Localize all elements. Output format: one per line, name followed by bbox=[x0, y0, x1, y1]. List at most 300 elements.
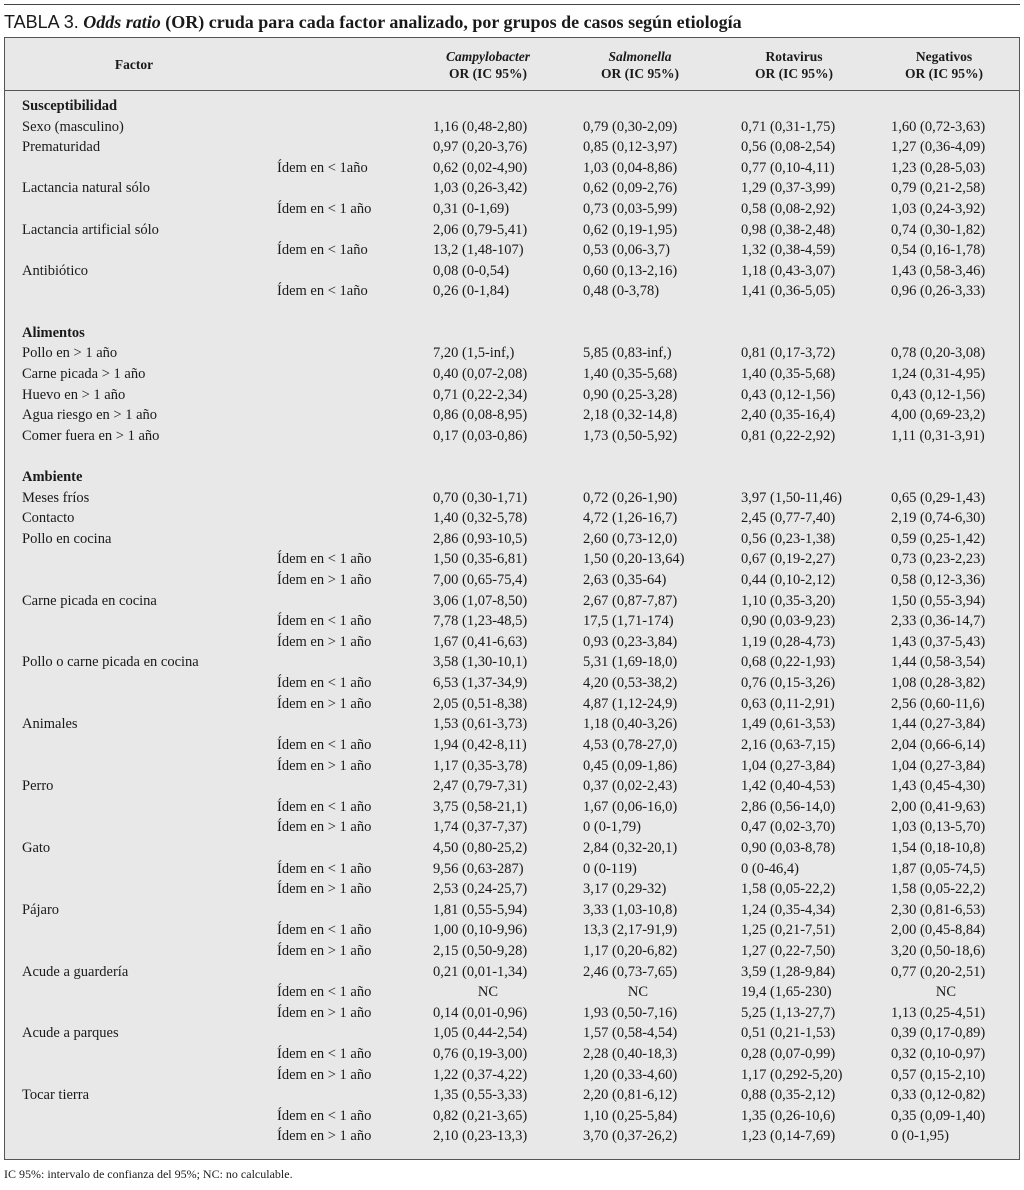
or-value-cell: 3,75 (0,58-21,1) bbox=[433, 798, 528, 815]
header-col-name: Salmonella bbox=[608, 49, 672, 64]
or-value-cell: 3,97 (1,50-11,46) bbox=[741, 489, 842, 506]
table-row bbox=[5, 591, 1019, 612]
table-row bbox=[5, 879, 1019, 900]
or-value-cell: 0,51 (0,21-1,53) bbox=[741, 1025, 836, 1042]
or-value-cell: 0,58 (0,08-2,92) bbox=[741, 201, 836, 218]
or-value-cell: 2,40 (0,35-16,4) bbox=[741, 407, 836, 424]
or-value-cell: 2,00 (0,45-8,84) bbox=[891, 922, 986, 939]
or-value-cell: 0,14 (0,01-0,96) bbox=[433, 1004, 528, 1021]
table-row bbox=[5, 117, 1019, 138]
or-value-cell: 0,76 (0,19-3,00) bbox=[433, 1046, 528, 1063]
factor-cell: Sexo (masculino) bbox=[22, 118, 124, 135]
or-value-cell: 0 (0-1,95) bbox=[891, 1128, 949, 1145]
or-value-cell: 0,72 (0,26-1,90) bbox=[583, 489, 678, 506]
or-value-cell: 1,03 (0,26-3,42) bbox=[433, 180, 528, 197]
or-value-cell: 1,00 (0,10-9,96) bbox=[433, 922, 528, 939]
or-value-cell: 0,71 (0,22-2,34) bbox=[433, 386, 528, 403]
section-heading: Susceptibilidad bbox=[22, 98, 118, 114]
or-value-cell: 1,43 (0,58-3,46) bbox=[891, 262, 986, 279]
table-row bbox=[5, 776, 1019, 797]
or-value-cell: 2,63 (0,35-64) bbox=[583, 572, 667, 589]
or-value-cell: 4,00 (0,69-23,2) bbox=[891, 407, 986, 424]
or-value-cell: 2,53 (0,24-25,7) bbox=[433, 881, 528, 898]
or-value-cell: 0,54 (0,16-1,78) bbox=[891, 242, 986, 259]
factor-cell: Agua riesgo en > 1 año bbox=[22, 407, 158, 424]
or-value-cell: 1,29 (0,37-3,99) bbox=[741, 180, 836, 197]
or-value-cell: 1,24 (0,35-4,34) bbox=[741, 901, 836, 918]
or-value-cell: 3,06 (1,07-8,50) bbox=[433, 592, 528, 609]
or-value-cell: 0,78 (0,20-3,08) bbox=[891, 345, 986, 362]
factor-cell: Contacto bbox=[22, 510, 75, 527]
or-value-cell: 0,62 (0,09-2,76) bbox=[583, 180, 678, 197]
section-heading-row bbox=[5, 323, 1019, 344]
or-value-cell: 0,59 (0,25-1,42) bbox=[891, 530, 986, 547]
or-value-cell: 1,50 (0,35-6,81) bbox=[433, 551, 528, 568]
or-value-cell: 9,56 (0,63-287) bbox=[433, 860, 524, 877]
table-row bbox=[5, 611, 1019, 632]
or-value-cell: 1,87 (0,05-74,5) bbox=[891, 860, 986, 877]
or-value-cell: 1,74 (0,37-7,37) bbox=[433, 819, 528, 836]
header-col-name: Rotavirus bbox=[765, 49, 823, 64]
header-factor: Factor bbox=[114, 57, 154, 72]
table-row bbox=[5, 920, 1019, 941]
header-col-sub: OR (IC 95%) bbox=[905, 66, 983, 81]
or-value-cell: 0,35 (0,09-1,40) bbox=[891, 1107, 986, 1124]
subfactor-cell: Ídem en > 1 año bbox=[277, 942, 372, 959]
or-value-cell: 3,20 (0,50-18,6) bbox=[891, 942, 986, 959]
subfactor-cell: Ídem en < 1año bbox=[277, 283, 368, 300]
table-row bbox=[5, 652, 1019, 673]
factor-cell: Comer fuera en > 1 año bbox=[22, 427, 160, 444]
or-value-cell: 1,17 (0,35-3,78) bbox=[433, 757, 528, 774]
section-heading: Ambiente bbox=[22, 468, 83, 485]
or-value-cell: 0,26 (0-1,84) bbox=[433, 283, 510, 300]
subfactor-cell: Ídem en < 1 año bbox=[277, 1107, 372, 1124]
or-value-cell: 1,73 (0,50-5,92) bbox=[583, 427, 678, 444]
table-row bbox=[5, 714, 1019, 735]
or-value-cell: 0 (0-46,4) bbox=[741, 860, 799, 877]
or-value-cell: 2,60 (0,73-12,0) bbox=[583, 530, 678, 547]
factor-cell: Pájaro bbox=[22, 901, 60, 918]
or-value-cell: 1,50 (0,20-13,64) bbox=[583, 551, 685, 568]
or-value-cell: 0,43 (0,12-1,56) bbox=[741, 386, 836, 403]
table-header bbox=[5, 38, 1019, 91]
or-value-cell: 0,21 (0,01-1,34) bbox=[433, 963, 528, 980]
header-col-name: Campylobacter bbox=[446, 49, 530, 64]
or-value-cell: 0,79 (0,21-2,58) bbox=[891, 180, 986, 197]
or-value-cell: 0,60 (0,13-2,16) bbox=[583, 262, 678, 279]
or-value-cell: 1,67 (0,06-16,0) bbox=[583, 798, 678, 815]
or-value-cell: 0,48 (0-3,78) bbox=[583, 283, 660, 300]
or-value-cell: 0,33 (0,12-0,82) bbox=[891, 1087, 986, 1104]
or-value-cell: 0,90 (0,25-3,28) bbox=[583, 386, 678, 403]
factor-cell: Perro bbox=[22, 778, 54, 795]
or-value-cell: 2,28 (0,40-18,3) bbox=[583, 1046, 678, 1063]
or-value-cell: 0,62 (0,19-1,95) bbox=[583, 221, 678, 238]
subfactor-cell: Ídem en > 1 año bbox=[277, 881, 372, 898]
table-title: (OR) cruda para cada factor analizado, por grupos de casos según etiología bbox=[160, 12, 742, 32]
section-heading-row bbox=[5, 467, 1019, 488]
or-value-cell: 1,81 (0,55-5,94) bbox=[433, 901, 528, 918]
table-row bbox=[5, 859, 1019, 880]
or-value-cell: 4,53 (0,78-27,0) bbox=[583, 736, 678, 753]
table-row bbox=[5, 735, 1019, 756]
or-value-cell: 0,56 (0,23-1,38) bbox=[741, 530, 836, 547]
or-value-cell: 0,44 (0,10-2,12) bbox=[741, 572, 836, 589]
subfactor-cell: Ídem en > 1 año bbox=[277, 695, 372, 712]
or-value-cell: 3,70 (0,37-26,2) bbox=[583, 1128, 678, 1145]
table-row bbox=[5, 982, 1019, 1003]
top-rule bbox=[4, 4, 1020, 5]
or-value-cell: 1,03 (0,24-3,92) bbox=[891, 201, 986, 218]
table-row bbox=[5, 1044, 1019, 1065]
or-value-cell: 2,33 (0,36-14,7) bbox=[891, 613, 986, 630]
table-row bbox=[5, 220, 1019, 241]
table-row bbox=[5, 426, 1019, 447]
or-value-cell: 0,71 (0,31-1,75) bbox=[741, 118, 836, 135]
factor-cell: Lactancia natural sólo bbox=[22, 180, 151, 197]
or-value-cell: 1,53 (0,61-3,73) bbox=[433, 716, 528, 733]
odds-ratio-table bbox=[4, 37, 1020, 1160]
or-value-cell: 5,85 (0,83-inf,) bbox=[583, 345, 672, 362]
or-value-cell: 0,76 (0,15-3,26) bbox=[741, 675, 836, 692]
section-heading: Alimentos bbox=[22, 324, 85, 341]
or-value-cell: 1,08 (0,28-3,82) bbox=[891, 675, 986, 692]
or-value-cell: 0,32 (0,10-0,97) bbox=[891, 1046, 986, 1063]
table-row bbox=[5, 261, 1019, 282]
or-value-cell: 1,43 (0,45-4,30) bbox=[891, 778, 986, 795]
subfactor-cell: Ídem en < 1 año bbox=[277, 675, 372, 692]
subfactor-cell: Ídem en < 1 año bbox=[277, 613, 372, 630]
or-value-cell: 3,17 (0,29-32) bbox=[583, 881, 667, 898]
subfactor-cell: Ídem en < 1 año bbox=[277, 860, 372, 877]
or-value-cell: 0,37 (0,02-2,43) bbox=[583, 778, 678, 795]
table-row bbox=[5, 900, 1019, 921]
or-value-cell: 0,74 (0,30-1,82) bbox=[891, 221, 986, 238]
table-row bbox=[5, 549, 1019, 570]
table-label: TABLA 3. bbox=[4, 12, 79, 32]
subfactor-cell: Ídem en < 1 año bbox=[277, 984, 372, 1001]
header-col-campylobacter bbox=[413, 48, 563, 82]
subfactor-cell: Ídem en > 1 año bbox=[277, 1004, 372, 1021]
or-value-cell: 0,90 (0,03-8,78) bbox=[741, 839, 836, 856]
or-value-cell: 0,73 (0,23-2,23) bbox=[891, 551, 986, 568]
header-col-sub: OR (IC 95%) bbox=[449, 66, 527, 81]
or-value-cell: 0,08 (0-0,54) bbox=[433, 262, 510, 279]
or-value-cell: NC bbox=[935, 984, 957, 1001]
factor-cell: Huevo en > 1 año bbox=[22, 386, 126, 403]
table-row bbox=[5, 529, 1019, 550]
or-value-cell: 1,23 (0,28-5,03) bbox=[891, 159, 986, 176]
or-value-cell: 1,41 (0,36-5,05) bbox=[741, 283, 836, 300]
or-value-cell: 0,79 (0,30-2,09) bbox=[583, 118, 678, 135]
subfactor-cell: Ídem en > 1 año bbox=[277, 1066, 372, 1083]
table-title-italic: Odds ratio bbox=[83, 12, 161, 32]
or-value-cell: 1,35 (0,26-10,6) bbox=[741, 1107, 836, 1124]
or-value-cell: 1,27 (0,22-7,50) bbox=[741, 942, 836, 959]
or-value-cell: 2,30 (0,81-6,53) bbox=[891, 901, 986, 918]
or-value-cell: 0,88 (0,35-2,12) bbox=[741, 1087, 836, 1104]
or-value-cell: 0,28 (0,07-0,99) bbox=[741, 1046, 836, 1063]
table-row bbox=[5, 1085, 1019, 1106]
table-footnote: IC 95%: intervalo de confianza del 95%; NC: no calculable. bbox=[4, 1167, 293, 1181]
table-row bbox=[5, 405, 1019, 426]
table-row bbox=[5, 694, 1019, 715]
factor-cell: Pollo o carne picada en cocina bbox=[22, 654, 199, 671]
or-value-cell: 2,16 (0,63-7,15) bbox=[741, 736, 836, 753]
header-col-name: Negativos bbox=[915, 49, 973, 64]
subfactor-cell: Ídem en < 1 año bbox=[277, 551, 372, 568]
table-row bbox=[5, 632, 1019, 653]
factor-cell: Prematuridad bbox=[22, 139, 101, 156]
or-value-cell: 1,40 (0,35-5,68) bbox=[583, 365, 678, 382]
or-value-cell: 0,82 (0,21-3,65) bbox=[433, 1107, 528, 1124]
or-value-cell: 1,43 (0,37-5,43) bbox=[891, 633, 986, 650]
or-value-cell: 0 (0-1,79) bbox=[583, 819, 641, 836]
or-value-cell: 7,20 (1,5-inf,) bbox=[433, 345, 515, 362]
or-value-cell: 2,06 (0,79-5,41) bbox=[433, 221, 528, 238]
or-value-cell: 1,57 (0,58-4,54) bbox=[583, 1025, 678, 1042]
or-value-cell: 0,96 (0,26-3,33) bbox=[891, 283, 986, 300]
table-row bbox=[5, 797, 1019, 818]
or-value-cell: 4,87 (1,12-24,9) bbox=[583, 695, 678, 712]
spacer-row bbox=[5, 302, 1019, 323]
factor-cell: Pollo en cocina bbox=[22, 530, 112, 547]
or-value-cell: 0,73 (0,03-5,99) bbox=[583, 201, 678, 218]
or-value-cell: NC bbox=[627, 984, 649, 1001]
or-value-cell: 1,03 (0,13-5,70) bbox=[891, 819, 986, 836]
or-value-cell: 1,58 (0,05-22,2) bbox=[741, 881, 836, 898]
or-value-cell: 0,47 (0,02-3,70) bbox=[741, 819, 836, 836]
or-value-cell: 2,19 (0,74-6,30) bbox=[891, 510, 986, 527]
factor-cell: Carne picada en cocina bbox=[22, 592, 157, 609]
or-value-cell: 0,62 (0,02-4,90) bbox=[433, 159, 528, 176]
subfactor-cell: Ídem en > 1 año bbox=[277, 757, 372, 774]
or-value-cell: 1,05 (0,44-2,54) bbox=[433, 1025, 528, 1042]
or-value-cell: 0,81 (0,22-2,92) bbox=[741, 427, 836, 444]
table-row bbox=[5, 962, 1019, 983]
or-value-cell: 7,78 (1,23-48,5) bbox=[433, 613, 528, 630]
or-value-cell: 1,93 (0,50-7,16) bbox=[583, 1004, 678, 1021]
or-value-cell: 3,58 (1,30-10,1) bbox=[433, 654, 528, 671]
or-value-cell: 1,50 (0,55-3,94) bbox=[891, 592, 986, 609]
table-body bbox=[5, 96, 1019, 1147]
or-value-cell: 4,20 (0,53-38,2) bbox=[583, 675, 678, 692]
or-value-cell: 1,35 (0,55-3,33) bbox=[433, 1087, 528, 1104]
or-value-cell: 0,63 (0,11-2,91) bbox=[741, 695, 835, 712]
subfactor-cell: Ídem en > 1 año bbox=[277, 819, 372, 836]
or-value-cell: 1,10 (0,25-5,84) bbox=[583, 1107, 678, 1124]
or-value-cell: 5,31 (1,69-18,0) bbox=[583, 654, 678, 671]
factor-cell: Acude a parques bbox=[22, 1025, 119, 1042]
or-value-cell: 4,50 (0,80-25,2) bbox=[433, 839, 528, 856]
table-row bbox=[5, 1023, 1019, 1044]
or-value-cell: 2,56 (0,60-11,6) bbox=[891, 695, 985, 712]
or-value-cell: 0,67 (0,19-2,27) bbox=[741, 551, 836, 568]
or-value-cell: 2,84 (0,32-20,1) bbox=[583, 839, 678, 856]
table-row bbox=[5, 756, 1019, 777]
or-value-cell: 2,00 (0,41-9,63) bbox=[891, 798, 986, 815]
or-value-cell: 0,85 (0,12-3,97) bbox=[583, 139, 678, 156]
or-value-cell: 17,5 (1,71-174) bbox=[583, 613, 674, 630]
factor-cell: Meses fríos bbox=[22, 489, 90, 506]
subfactor-cell: Ídem en < 1 año bbox=[277, 798, 372, 815]
or-value-cell: 0,93 (0,23-3,84) bbox=[583, 633, 678, 650]
or-value-cell: 1,54 (0,18-10,8) bbox=[891, 839, 986, 856]
or-value-cell: 3,59 (1,28-9,84) bbox=[741, 963, 836, 980]
or-value-cell: 1,40 (0,35-5,68) bbox=[741, 365, 836, 382]
or-value-cell: 1,40 (0,32-5,78) bbox=[433, 510, 528, 527]
or-value-cell: 1,23 (0,14-7,69) bbox=[741, 1128, 836, 1145]
table-row bbox=[5, 508, 1019, 529]
or-value-cell: 1,67 (0,41-6,63) bbox=[433, 633, 528, 650]
or-value-cell: 2,20 (0,81-6,12) bbox=[583, 1087, 678, 1104]
or-value-cell: 0,39 (0,17-0,89) bbox=[891, 1025, 986, 1042]
or-value-cell: 0,65 (0,29-1,43) bbox=[891, 489, 986, 506]
or-value-cell: 1,17 (0,292-5,20) bbox=[741, 1066, 843, 1083]
or-value-cell: 2,04 (0,66-6,14) bbox=[891, 736, 986, 753]
or-value-cell: 2,47 (0,79-7,31) bbox=[433, 778, 528, 795]
table-row bbox=[5, 817, 1019, 838]
table-row bbox=[5, 240, 1019, 261]
or-value-cell: 2,18 (0,32-14,8) bbox=[583, 407, 678, 424]
or-value-cell: 1,94 (0,42-8,11) bbox=[433, 736, 527, 753]
or-value-cell: 1,03 (0,04-8,86) bbox=[583, 159, 678, 176]
or-value-cell: 1,04 (0,27-3,84) bbox=[891, 757, 986, 774]
factor-cell: Animales bbox=[22, 716, 78, 733]
or-value-cell: 13,3 (2,17-91,9) bbox=[583, 922, 678, 939]
table-row bbox=[5, 1126, 1019, 1147]
or-value-cell: 0 (0-119) bbox=[583, 860, 637, 877]
or-value-cell: 0,40 (0,07-2,08) bbox=[433, 365, 528, 382]
or-value-cell: 0,31 (0-1,69) bbox=[433, 201, 510, 218]
or-value-cell: 0,57 (0,15-2,10) bbox=[891, 1066, 986, 1083]
subfactor-cell: Ídem en < 1año bbox=[277, 159, 368, 176]
or-value-cell: 0,97 (0,20-3,76) bbox=[433, 139, 528, 156]
section-heading-row bbox=[5, 96, 1019, 117]
table-row bbox=[5, 488, 1019, 509]
or-value-cell: 1,32 (0,38-4,59) bbox=[741, 242, 836, 259]
or-value-cell: 19,4 (1,65-230) bbox=[741, 984, 832, 1001]
header-col-rotavirus bbox=[719, 48, 869, 82]
or-value-cell: 1,49 (0,61-3,53) bbox=[741, 716, 836, 733]
or-value-cell: 1,16 (0,48-2,80) bbox=[433, 118, 528, 135]
or-value-cell: 0,53 (0,06-3,7) bbox=[583, 242, 670, 259]
table-row bbox=[5, 838, 1019, 859]
table-row bbox=[5, 199, 1019, 220]
or-value-cell: 7,00 (0,65-75,4) bbox=[433, 572, 528, 589]
or-value-cell: 1,42 (0,40-4,53) bbox=[741, 778, 836, 795]
factor-cell: Lactancia artificial sólo bbox=[22, 221, 159, 238]
spacer-row bbox=[5, 446, 1019, 467]
factor-cell: Gato bbox=[22, 839, 51, 856]
or-value-cell: 1,60 (0,72-3,63) bbox=[891, 118, 986, 135]
subfactor-cell: Ídem en < 1 año bbox=[277, 922, 372, 939]
or-value-cell: NC bbox=[477, 984, 499, 1001]
factor-cell: Antibiótico bbox=[22, 262, 89, 279]
table-row bbox=[5, 570, 1019, 591]
or-value-cell: 2,05 (0,51-8,38) bbox=[433, 695, 528, 712]
or-value-cell: 3,33 (1,03-10,8) bbox=[583, 901, 678, 918]
or-value-cell: 5,25 (1,13-27,7) bbox=[741, 1004, 836, 1021]
table-row bbox=[5, 941, 1019, 962]
subfactor-cell: Ídem en > 1 año bbox=[277, 633, 372, 650]
or-value-cell: 1,19 (0,28-4,73) bbox=[741, 633, 836, 650]
subfactor-cell: Ídem en < 1año bbox=[277, 242, 368, 259]
or-value-cell: 1,44 (0,58-3,54) bbox=[891, 654, 986, 671]
or-value-cell: 0,43 (0,12-1,56) bbox=[891, 386, 986, 403]
or-value-cell: 1,18 (0,40-3,26) bbox=[583, 716, 678, 733]
or-value-cell: 0,70 (0,30-1,71) bbox=[433, 489, 528, 506]
or-value-cell: 0,81 (0,17-3,72) bbox=[741, 345, 836, 362]
subfactor-cell: Ídem en < 1 año bbox=[277, 1046, 372, 1063]
table-row bbox=[5, 364, 1019, 385]
header-col-sub: OR (IC 95%) bbox=[601, 66, 679, 81]
subfactor-cell: Ídem en < 1 año bbox=[277, 201, 372, 218]
or-value-cell: 2,46 (0,73-7,65) bbox=[583, 963, 678, 980]
or-value-cell: 0,98 (0,38-2,48) bbox=[741, 221, 836, 238]
factor-cell: Pollo en > 1 año bbox=[22, 345, 118, 362]
or-value-cell: 13,2 (1,48-107) bbox=[433, 242, 524, 259]
or-value-cell: 0,77 (0,20-2,51) bbox=[891, 963, 986, 980]
or-value-cell: 1,27 (0,36-4,09) bbox=[891, 139, 986, 156]
header-col-negativos bbox=[869, 48, 1019, 82]
header-col-sub: OR (IC 95%) bbox=[755, 66, 833, 81]
or-value-cell: 1,22 (0,37-4,22) bbox=[433, 1066, 528, 1083]
or-value-cell: 1,58 (0,05-22,2) bbox=[891, 881, 986, 898]
or-value-cell: 2,15 (0,50-9,28) bbox=[433, 942, 528, 959]
table-row bbox=[5, 343, 1019, 364]
or-value-cell: 0,56 (0,08-2,54) bbox=[741, 139, 836, 156]
or-value-cell: 0,77 (0,10-4,11) bbox=[741, 159, 835, 176]
or-value-cell: 2,45 (0,77-7,40) bbox=[741, 510, 836, 527]
header-col-salmonella bbox=[565, 48, 715, 82]
table-row bbox=[5, 178, 1019, 199]
table-row bbox=[5, 1003, 1019, 1024]
table-caption bbox=[4, 9, 1020, 35]
table-row bbox=[5, 1065, 1019, 1086]
factor-cell: Carne picada > 1 año bbox=[22, 365, 146, 382]
factor-cell: Tocar tierra bbox=[22, 1087, 90, 1104]
table-row bbox=[5, 385, 1019, 406]
or-value-cell: 0,58 (0,12-3,36) bbox=[891, 572, 986, 589]
table-row bbox=[5, 1106, 1019, 1127]
or-value-cell: 1,24 (0,31-4,95) bbox=[891, 365, 986, 382]
subfactor-cell: Ídem en > 1 año bbox=[277, 1128, 372, 1145]
factor-cell: Acude a guardería bbox=[22, 963, 129, 980]
or-value-cell: 0,17 (0,03-0,86) bbox=[433, 427, 528, 444]
or-value-cell: 1,11 (0,31-3,91) bbox=[891, 427, 985, 444]
or-value-cell: 1,20 (0,33-4,60) bbox=[583, 1066, 678, 1083]
or-value-cell: 0,68 (0,22-1,93) bbox=[741, 654, 836, 671]
or-value-cell: 2,10 (0,23-13,3) bbox=[433, 1128, 528, 1145]
or-value-cell: 1,17 (0,20-6,82) bbox=[583, 942, 678, 959]
or-value-cell: 0,45 (0,09-1,86) bbox=[583, 757, 678, 774]
table-row bbox=[5, 137, 1019, 158]
or-value-cell: 0,86 (0,08-8,95) bbox=[433, 407, 528, 424]
or-value-cell: 1,18 (0,43-3,07) bbox=[741, 262, 836, 279]
or-value-cell: 1,25 (0,21-7,51) bbox=[741, 922, 836, 939]
table-row bbox=[5, 673, 1019, 694]
or-value-cell: 1,13 (0,25-4,51) bbox=[891, 1004, 986, 1021]
subfactor-cell: Ídem en > 1 año bbox=[277, 572, 372, 589]
or-value-cell: 2,86 (0,93-10,5) bbox=[433, 530, 528, 547]
or-value-cell: 1,44 (0,27-3,84) bbox=[891, 716, 986, 733]
or-value-cell: 2,67 (0,87-7,87) bbox=[583, 592, 678, 609]
or-value-cell: 4,72 (1,26-16,7) bbox=[583, 510, 678, 527]
table-row bbox=[5, 158, 1019, 179]
or-value-cell: 1,10 (0,35-3,20) bbox=[741, 592, 836, 609]
